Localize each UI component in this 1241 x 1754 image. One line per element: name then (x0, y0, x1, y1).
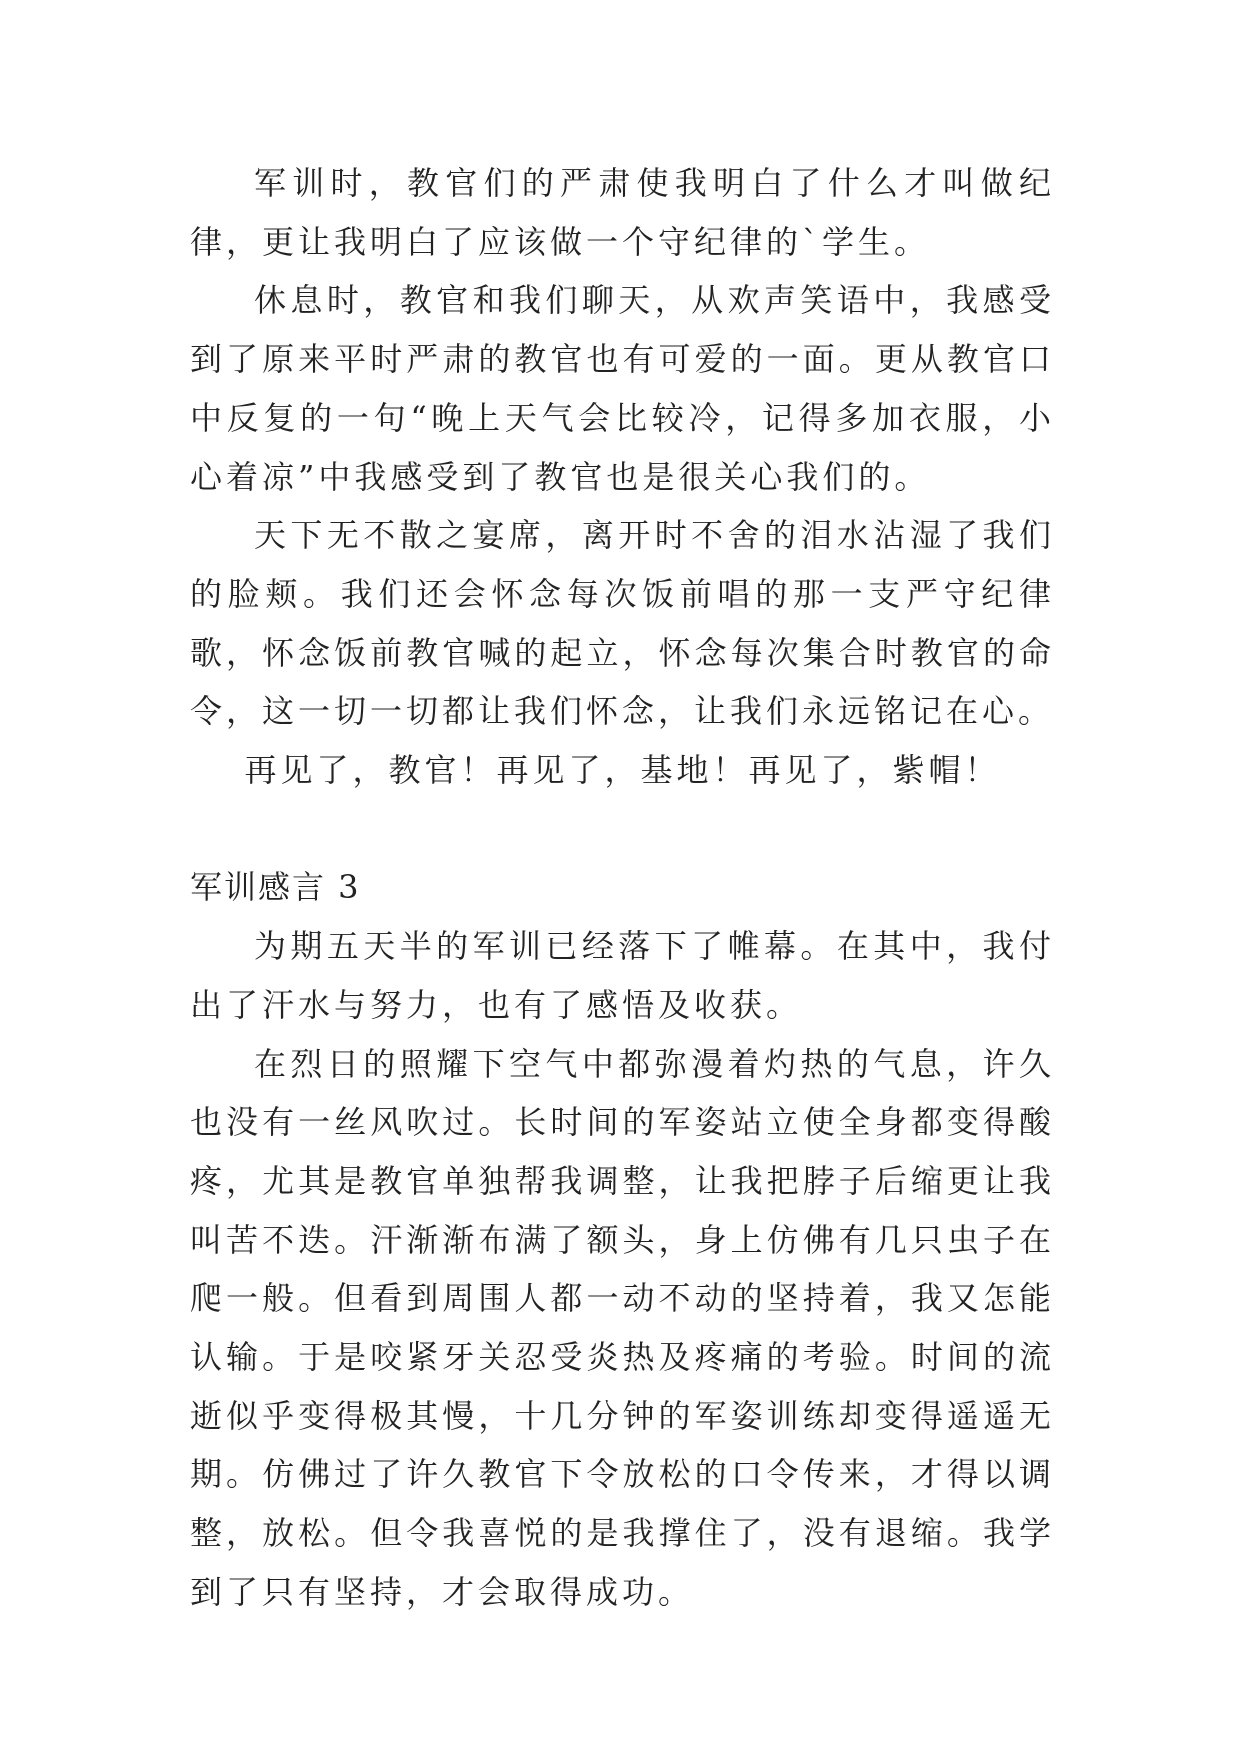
blank-line (190, 800, 1055, 859)
farewell-line: 再见了，教官！再见了，基地！再见了，紫帽！ (244, 751, 1001, 790)
paragraph-training-end: 为期五天半的军训已经落下了帷幕。在其中，我付出了汗水与努力，也有了感悟及收获。 (190, 927, 1055, 1024)
paragraph-discipline: 军训时，教官们的严肃使我明白了什么才叫做纪律，更让我明白了应该做一个守纪律的`学生。 (190, 164, 1055, 261)
section-heading: 军训感言 3 (190, 868, 361, 907)
document-body (190, 154, 1055, 1622)
paragraph-rest-chat: 休息时，教官和我们聊天，从欢声笑语中，我感受到了原来平时严肃的教官也有可爱的一面。更从教官口中反复的一句“晚上天气会比较冷，记得多加衣服，小心着凉”中我感受到了教官也是很关心我们的。 (190, 281, 1055, 496)
paragraph-standing-training: 在烈日的照耀下空气中都弥漫着灼热的气息，许久也没有一丝风吹过。长时间的军姿站立使全身都变得酸疼，尤其是教官单独帮我调整，让我把脖子后缩更让我叫苦不迭。汗渐渐布满了额头，身上仿佛有几只虫子在爬一般。但看到周围人都一动不动的坚持着，我又怎能认输。于是咬紧牙关忍受炎热及疼痛的考验。时间的流逝似乎变得极其慢，十几分钟的军姿训练却变得遥遥无期。仿佛过了许久教官下令放松的口令传来，才得以调整，放松。但令我喜悦的是我撑住了，没有退缩。我学到了只有坚持，才会取得成功。 (190, 1044, 1055, 1611)
paragraph-farewell-tears: 天下无不散之宴席，离开时不舍的泪水沾湿了我们的脸颊。我们还会怀念每次饭前唱的那一支严守纪律歌，怀念饭前教官喊的起立，怀念每次集合时教官的命令，这一切一切都让我们怀念，让我们永远铭记在心。 (190, 516, 1055, 731)
